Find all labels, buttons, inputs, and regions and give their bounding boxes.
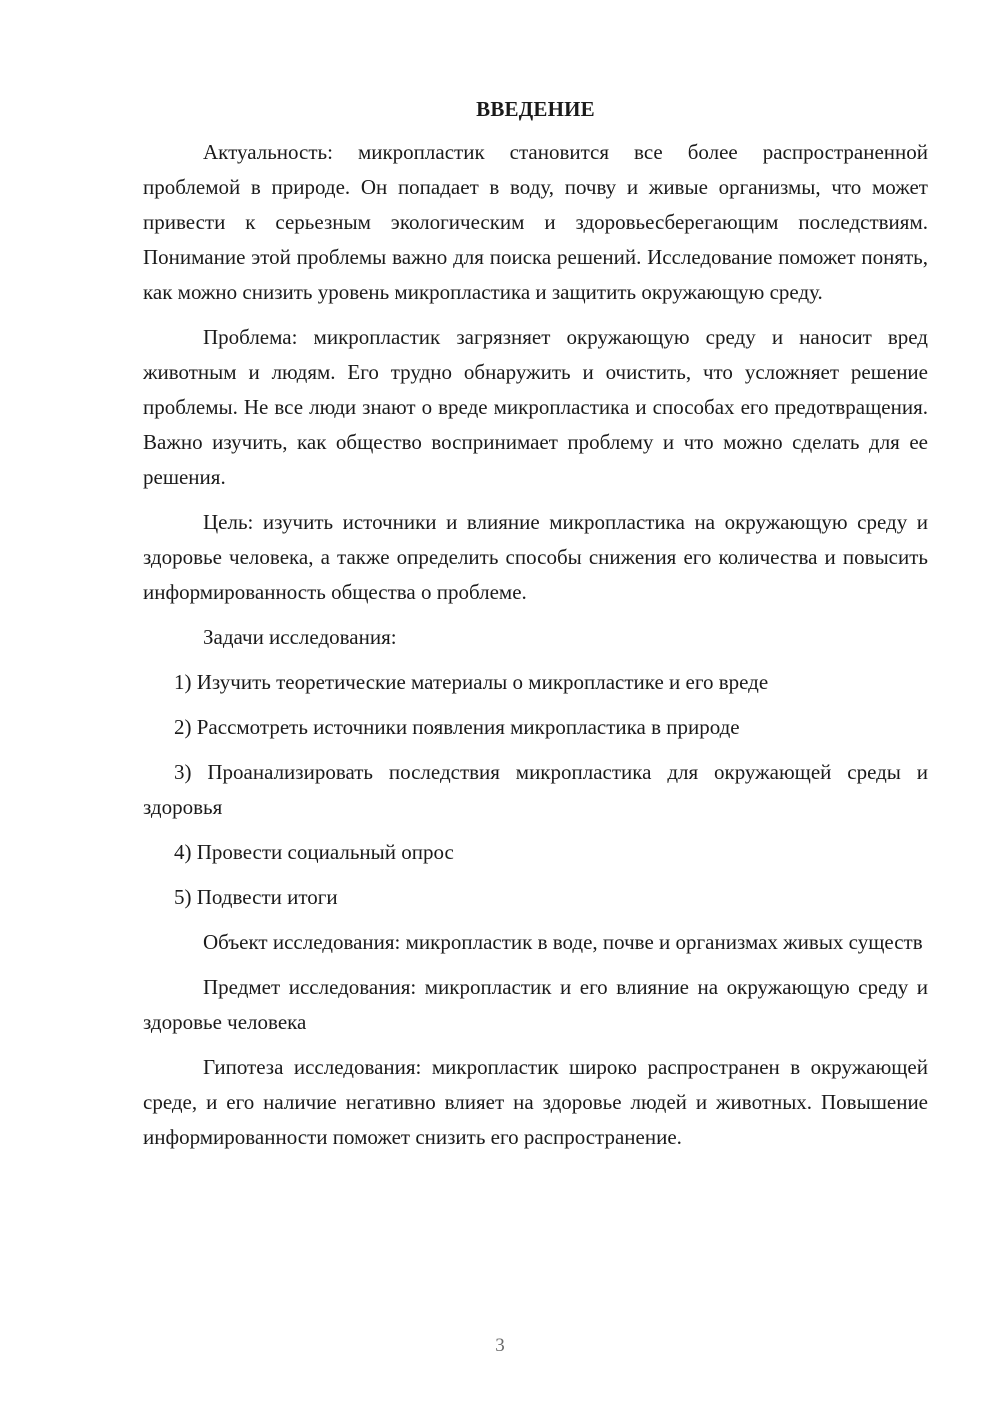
task-item-4: 4) Провести социальный опрос [174, 840, 454, 864]
task-item-5: 5) Подвести итоги [174, 885, 338, 909]
task-item-1: 1) Изучить теоретические материалы о микропластике и его вреде [174, 670, 769, 694]
problem-paragraph: Проблема: микропластик загрязняет окружающую среду и наносит вред животным и людям. Его трудно обнаружить и очистить, что усложняет решение проблемы. Не все люди знают о вреде микропластика и способах его предотвращения. Важно изучить, как общество воспринимает проблему и что можно сделать для ее решения. [143, 325, 928, 489]
object-paragraph: Объект исследования: микропластик в воде, почве и организмах живых существ [203, 930, 923, 954]
hypothesis-paragraph: Гипотеза исследования: микропластик широко распространен в окружающей среде, и его наличие негативно влияет на здоровье людей и животных. Повышение информированности поможет снизить его распространение. [143, 1055, 928, 1149]
relevance-paragraph: Актуальность: микропластик становится все более распространенной проблемой в природе. Он попадает в воду, почву и живые организмы, что может привести к серьезным экологическим и здоровьесберегающим последствиям. Понимание этой проблемы важно для поиска решений. Исследование поможет понять, как можно снизить уровень микропластика и защитить окружающую среду. [143, 140, 928, 304]
subject-paragraph: Предмет исследования: микропластик и его влияние на окружающую среду и здоровье человека [143, 975, 928, 1034]
page-content [143, 92, 928, 1155]
tasks-heading: Задачи исследования: [203, 625, 397, 649]
task-item-2: 2) Рассмотреть источники появления микропластика в природе [174, 715, 740, 739]
tasks-list [143, 665, 928, 915]
task-item-3: 3) Проанализировать последствия микропластика для окружающей среды и здоровья [143, 760, 928, 819]
page-title: ВВЕДЕНИЕ [476, 97, 595, 121]
goal-paragraph: Цель: изучить источники и влияние микропластика на окружающую среду и здоровье человека, а также определить способы снижения его количества и повысить информированность общества о проблеме. [143, 510, 928, 604]
page-number: 3 [495, 1335, 505, 1356]
